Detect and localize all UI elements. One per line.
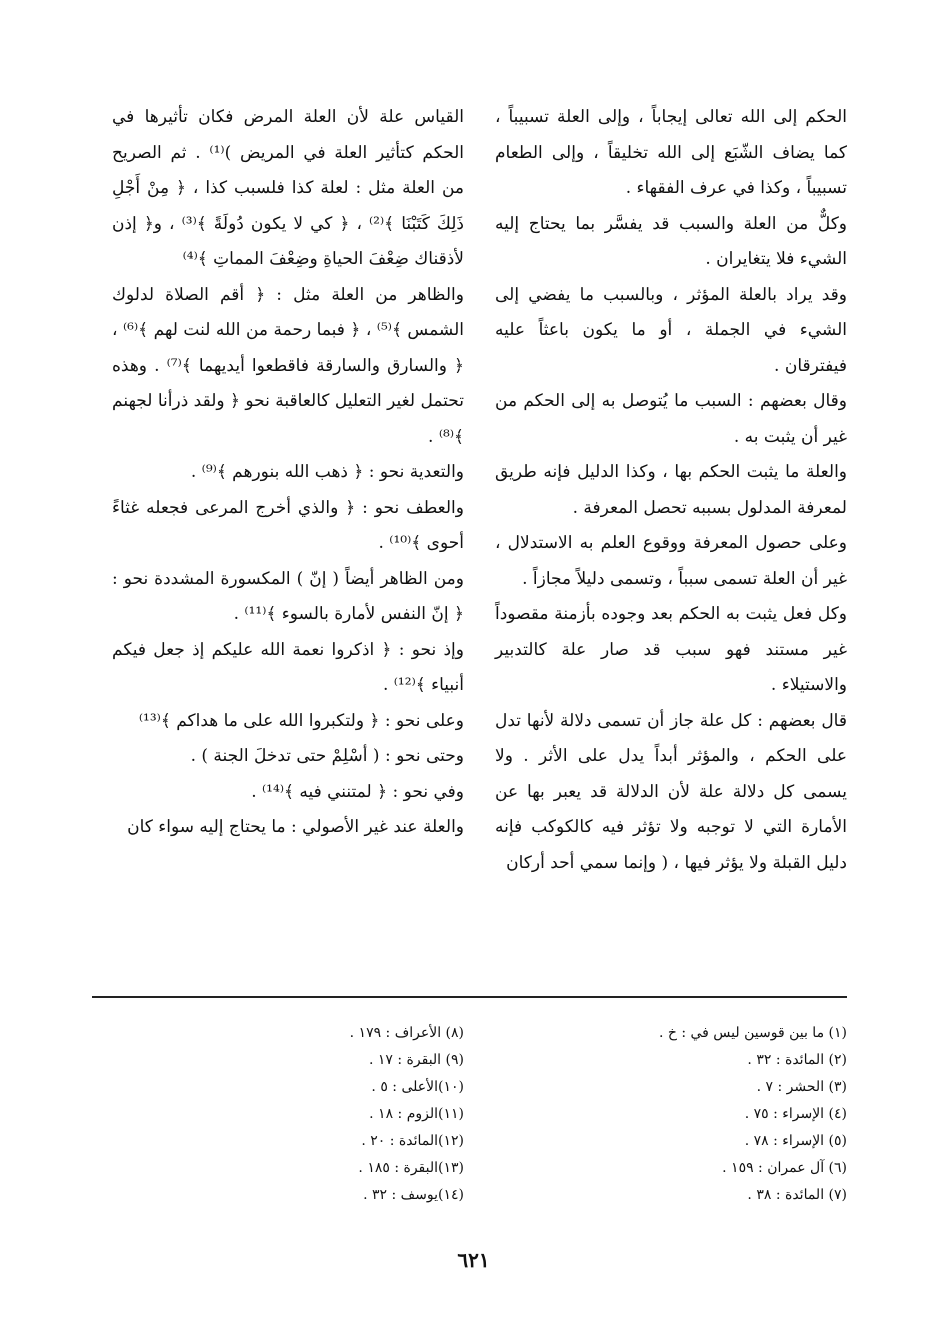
paragraph: وعلى نحو : ﴿ ولتكبروا الله على ما هداكم ﴾⁽¹³⁾	[138, 710, 464, 731]
footnote: (٨) الأعراف : ١٧٩ .	[349, 1025, 464, 1041]
paragraph: القياس علة لأن العلة المرض فكان تأثيرها في الحكم كتأثير العلة في المريض )⁽¹⁾ . ثم الصريح من العلة مثل : لعلة كذا فلسبب كذا ، ﴿ مِنْ أَجْلِ ذَلِكَ كَتَبْنَا ﴾⁽²⁾ ، ﴿ كي لا يكون دُولَةً ﴾⁽³⁾ ، و﴿ إذن لأذقناك ضِعْفَ الحياةِ وضِعْفَ المماتِ ﴾⁽⁴⁾	[112, 107, 464, 269]
footnote: (٢) المائدة : ٣٢ .	[747, 1052, 847, 1068]
footnote-divider	[92, 996, 847, 998]
footnote: (٧) المائدة : ٣٨ .	[747, 1187, 847, 1203]
paragraph: وكلٌّ من العلة والسبب قد يفسَّر بما يحتاج إليه الشيء فلا يتغايران .	[495, 213, 847, 269]
footnote: (٥) الإسراء : ٧٨ .	[744, 1133, 847, 1149]
footnote: (١٤)يوسف : ٣٢ .	[363, 1187, 464, 1203]
paragraph: وقال بعضهم : السبب ما يُتوصل به إلى الحكم من غير أن يثبت به .	[495, 391, 847, 447]
paragraph: والعلة ما يثبت الحكم بها ، وكذا الدليل فإنه طريق لمعرفة المدلول بسببه تحصل المعرفة .	[495, 462, 847, 518]
paragraph: والظاهر من العلة مثل : ﴿ أقم الصلاة لدلوك الشمس ﴾⁽⁵⁾ ، ﴿ فبما رحمة من الله لنت لهم ﴾⁽⁶⁾ ، ﴿ والسارق والسارقة فاقطعوا أيديهما ﴾⁽⁷⁾ . وهذه تحتمل لغير التعليل كالعاقبة نحو ﴿ ولقد ذرأنا لجهنم ﴾⁽⁸⁾ .	[112, 284, 464, 447]
paragraph: وعلى حصول المعرفة ووقوع العلم به الاستدلال ، غير أن العلة تسمى سبباً ، وتسمى دليلاً مجازاً .	[495, 533, 847, 589]
paragraph: وحتى نحو : ( أسْلِمْ حتى تدخلَ الجنة ) .	[190, 746, 464, 766]
paragraph: والتعدية نحو : ﴿ ذهب الله بنورهم ﴾⁽⁹⁾ .	[190, 462, 464, 482]
footnote: (٣) الحشر : ٧ .	[756, 1079, 847, 1095]
paragraph: وقد يراد بالعلة المؤثر ، وبالسبب ما يفضي إلى الشيء في الجملة ، أو ما يكون باعثاً عليه فيفترقان .	[495, 284, 847, 376]
paragraph: والعطف نحو : ﴿ والذي أخرج المرعى فجعله غثاءً أحوى ﴾⁽¹⁰⁾ .	[112, 497, 464, 553]
footnote: (٩) البقرة : ١٧ .	[368, 1052, 464, 1068]
footnote: (٦) آل عمران : ١٥٩ .	[722, 1160, 847, 1176]
paragraph: الحكم إلى الله تعالى إيجاباً ، وإلى العلة تسبيباً ، كما يضاف الشّبَع إلى الله تخليقاً ، وإلى الطعام تسبيباً ، وكذا في عرف الفقهاء .	[495, 107, 847, 198]
footnote: (١) ما بين قوسين ليس في : خ .	[658, 1025, 847, 1041]
paragraph: وفي نحو : ﴿ لمتنني فيه ﴾⁽¹⁴⁾ .	[251, 781, 464, 802]
footnote: (١٣)البقرة : ١٨٥ .	[358, 1160, 464, 1176]
footnote: (١٠)الأعلى : ٥ .	[371, 1079, 464, 1095]
footnote: (١١)الزوم : ١٨ .	[369, 1106, 464, 1122]
paragraph: ومن الظاهر أيضاً ( إنّ ) المكسورة المشددة نحو : ﴿ إنّ النفس لأمارة بالسوء ﴾⁽¹¹⁾ .	[112, 568, 464, 624]
paragraph: وكل فعل يثبت به الحكم بعد وجوده بأزمنة مقصوداً غير مستند فهو سبب قد صار علة كالتدبير والاستيلاء .	[495, 604, 847, 695]
left-text-column	[112, 100, 464, 846]
footnote: (٤) الإسراء : ٧٥ .	[744, 1106, 847, 1122]
footnote: (١٢)المائدة : ٢٠ .	[361, 1133, 464, 1149]
right-text-column	[495, 100, 847, 881]
footnotes-left	[112, 1020, 464, 1209]
page-number: ٦٢١	[457, 1248, 490, 1272]
paragraph: والعلة عند غير الأصولي : ما يحتاج إليه سواء كان	[127, 817, 464, 837]
footnotes-right	[495, 1020, 847, 1209]
paragraph: قال بعضهم : كل علة جاز أن تسمى دلالة لأنها تدل على الحكم ، والمؤثر أبداً يدل على الأثر . ولا يسمى كل دلالة علة لأن الدلالة قد يعبر بها عن الأمارة التي لا توجبه ولا تؤثر فيه كالكوكب فإنه دليل القبلة ولا يؤثر فيها ، ( وإنما سمي أحد أركان	[495, 710, 847, 873]
paragraph: وإذ نحو : ﴿ اذكروا نعمة الله عليكم إذ جعل فيكم أنبياء ﴾⁽¹²⁾ .	[112, 639, 464, 695]
